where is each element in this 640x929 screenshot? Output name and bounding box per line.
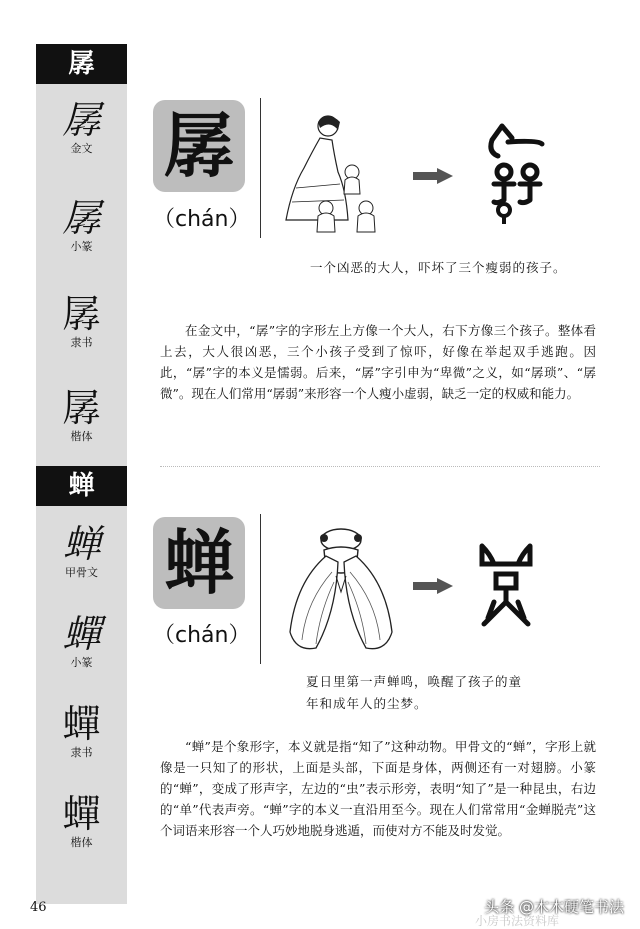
jinwen-glyph-chan-icon bbox=[478, 122, 550, 226]
script-glyph: 蟬 bbox=[62, 702, 101, 746]
script-glyph: 孱 bbox=[62, 386, 101, 430]
section1-body: 在金文中，“孱”字的字形左上方像一个大人，右下方像三个孩子。整体看上去，大人很凶恶，三个小孩子受到了惊吓，好像在举起双手逃跑。因此，“孱”字的本义是懦弱。后来，“孱”字引申为“卑微”之义，如“孱琐”、“孱微”。现在人们常用“孱弱”来形容一个人瘦小虚弱，缺乏一定的权威和能力。 bbox=[160, 323, 596, 401]
section1-script-lishu bbox=[36, 292, 127, 350]
script-label: 小篆 bbox=[70, 240, 93, 253]
section1-script-jinwen bbox=[36, 98, 127, 156]
section2-caption-line1: 夏日里第一声蝉鸣，唤醒了孩子的童 bbox=[306, 674, 523, 689]
section1-caption: 一个凶恶的大人，吓坏了三个瘦弱的孩子。 bbox=[310, 260, 567, 275]
script-glyph: 孱 bbox=[62, 196, 101, 240]
script-glyph: 蟬 bbox=[62, 612, 101, 656]
script-glyph: 孱 bbox=[62, 292, 101, 336]
section1-header: 孱 bbox=[36, 44, 127, 84]
footer-background-text: 小房书法资料库 bbox=[475, 914, 560, 928]
jiaguwen-glyph-chan-icon bbox=[470, 540, 542, 632]
script-glyph: 蝉 bbox=[62, 522, 101, 566]
section1-script-kaiti bbox=[36, 386, 127, 444]
script-label: 楷体 bbox=[70, 430, 93, 443]
arrow-right-icon bbox=[413, 168, 453, 184]
section1-divider bbox=[260, 98, 261, 238]
section2-body: “蝉”是个象形字，本义就是指“知了”这种动物。甲骨文的“蝉”，字形上就像是一只知了的形状，上面是头部，下面是身体，两侧还有一对翅膀。小篆的“蝉”，变成了形声字，左边的“虫”表示形旁，表明“知了”是一种昆虫，右边的“单”代表声旁。“蝉”字的本义一直沿用至今。现在人们常常用“金蝉脱壳”这个词语来形容一个人巧妙地脱身逃遁，而使对方不能及时发觉。 bbox=[160, 739, 596, 838]
arrow-right-icon bbox=[413, 578, 453, 594]
section1-script-xiaozhuan bbox=[36, 196, 127, 254]
script-label: 楷体 bbox=[70, 836, 93, 849]
section-divider bbox=[160, 466, 600, 467]
cicada-illustration-icon bbox=[286, 522, 396, 662]
section2-script-xiaozhuan bbox=[36, 612, 127, 670]
page-number: 46 bbox=[30, 900, 47, 915]
footer-watermark: 头条 @木木硬笔书法 bbox=[484, 898, 624, 916]
script-label: 小篆 bbox=[70, 656, 93, 669]
section2-script-jiaguwen bbox=[36, 522, 127, 580]
section2-script-kaiti bbox=[36, 792, 127, 850]
section1-main-char: 孱 bbox=[153, 100, 245, 192]
section2-header: 蝉 bbox=[36, 466, 127, 506]
script-label: 金文 bbox=[70, 142, 93, 155]
script-glyph: 蟬 bbox=[62, 792, 101, 836]
section2-script-lishu bbox=[36, 702, 127, 760]
script-glyph: 孱 bbox=[62, 98, 101, 142]
script-label: 隶书 bbox=[70, 336, 93, 349]
section1-pinyin: （chán） bbox=[153, 207, 251, 232]
script-label: 隶书 bbox=[70, 746, 93, 759]
section2-caption-line2: 年和成年人的尘梦。 bbox=[306, 696, 428, 711]
section2-pinyin: （chán） bbox=[153, 623, 251, 648]
illustration-adult-and-children bbox=[282, 108, 392, 240]
section2-divider bbox=[260, 514, 261, 664]
script-label: 甲骨文 bbox=[65, 566, 98, 579]
section2-main-char: 蝉 bbox=[153, 517, 245, 609]
